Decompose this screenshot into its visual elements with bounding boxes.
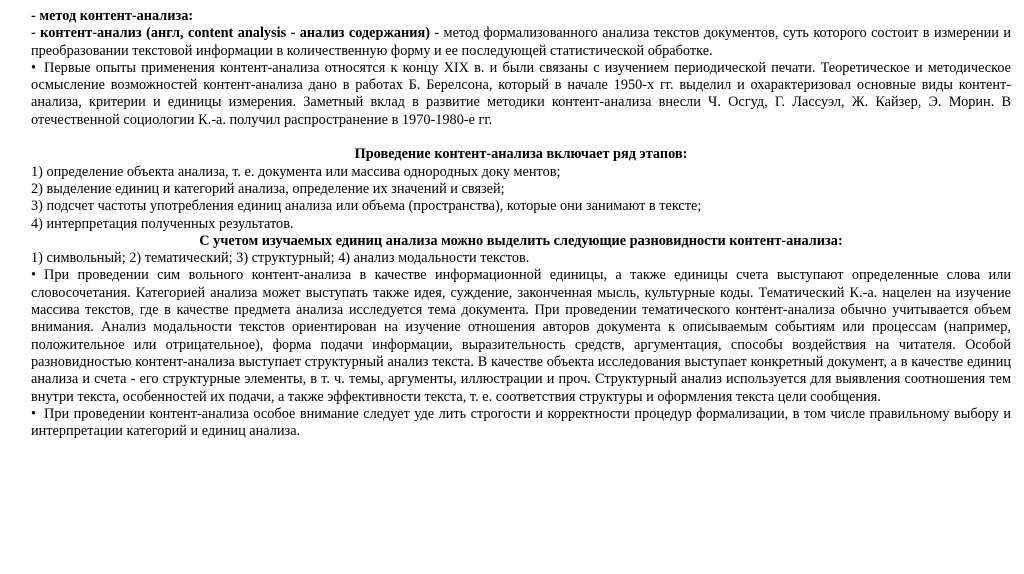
stage-item-3: 3) подсчет частоты употребления единиц анализа или объема (пространства), которые они занимают в тексте; <box>31 198 702 215</box>
bullet-icon: • <box>31 59 37 76</box>
definition-paragraph <box>31 25 1011 60</box>
stages-title: Проведение контент-анализа включает ряд этапов: <box>354 146 688 163</box>
definition-term: - контент-анализ (англ, content analysis - анализ содержания) <box>31 25 430 42</box>
section-heading: - метод контент-анализа: <box>31 8 194 24</box>
history-text: Первые опыты применения контент-анализа относятся к концу XIX в. и были связаны с изучением периодической печати. Теоретическое и методическое осмысление возможностей контент-анализа дано в работах Б. Берелсона, который в начале 1950-х гг. выделил и охарактеризовал основные виды контент-анализа, критерии и единицы измерения. Заметный вклад в развитие методики контент-анализа внесли Ч. Осгуд, Г. Лассуэл, Ж. Кайзер, Э. Морин. В отечественной социологии К.-а. получил распространение в 1970-1980-е гг. <box>31 59 1011 128</box>
bullet-icon: • <box>31 405 37 422</box>
details-paragraph <box>31 267 1011 405</box>
blank-line <box>31 129 1011 146</box>
conclusion-text: При проведении контент-анализа особое внимание следует уде лить строгости и корректности процедур формализации, в том числе правильному выбору и интерпретации категорий и единиц анализа. <box>31 405 1011 440</box>
varieties-title: С учетом изучаемых единиц анализа можно выделить следующие разновидности контент-анализа: <box>199 232 843 249</box>
stage-item-4: 4) интерпретация полученных результатов. <box>31 215 294 232</box>
stage-item-2: 2) выделение единиц и категорий анализа, определение их значений и связей; <box>31 180 505 197</box>
details-text: При проведении сим вольного контент-анализа в качестве информационной единицы, а также единицы счета выступают определенные слова или словосочетания. Категорией анализа может выступать также идея, суждение, законченная мысль, культурные коды. Тематический К.-а. нацелен на изучение массива текстов, где в качестве предмета анализа исследуется тема документа. При проведении тематического контент-анализа обычно учитывается объем внимания. Анализ модальности текстов ориентирован на изучение отношения авторов документа к описываемым событиям или процессам (например, положительное или отрицательное), форма подачи информации, выразительность средств, аргументация, способы воздействия на читателя. Особой разновидностью контент-анализа выступает структурный анализ текста. В качестве объекта исследования выступает конкретный документ, а в качестве единиц анализа и счета - его структурные элементы, в т. ч. темы, аргументы, иллюстрации и проч. Структурный анализ используется для выявления соотношения тем внутри текста, особенностей их подачи, а также эффективности текста, т. е. соответствия структуры и оформления текста цели сообщения. <box>31 267 1011 405</box>
history-paragraph <box>31 60 1011 129</box>
conclusion-paragraph <box>31 406 1011 441</box>
stage-item-1: 1) определение объекта анализа, т. е. документа или массива однородных доку ментов; <box>31 163 561 180</box>
definition-text: - метод формализованного анализа текстов документов, суть которого состоит в измерении и преобразовании текстовой информации в количественную форму и ее последующей статистической обработке. <box>31 25 1011 59</box>
varieties-list: 1) символьный; 2) тематический; 3) структурный; 4) анализ модальности текстов. <box>31 250 530 267</box>
bullet-icon: • <box>31 267 37 284</box>
